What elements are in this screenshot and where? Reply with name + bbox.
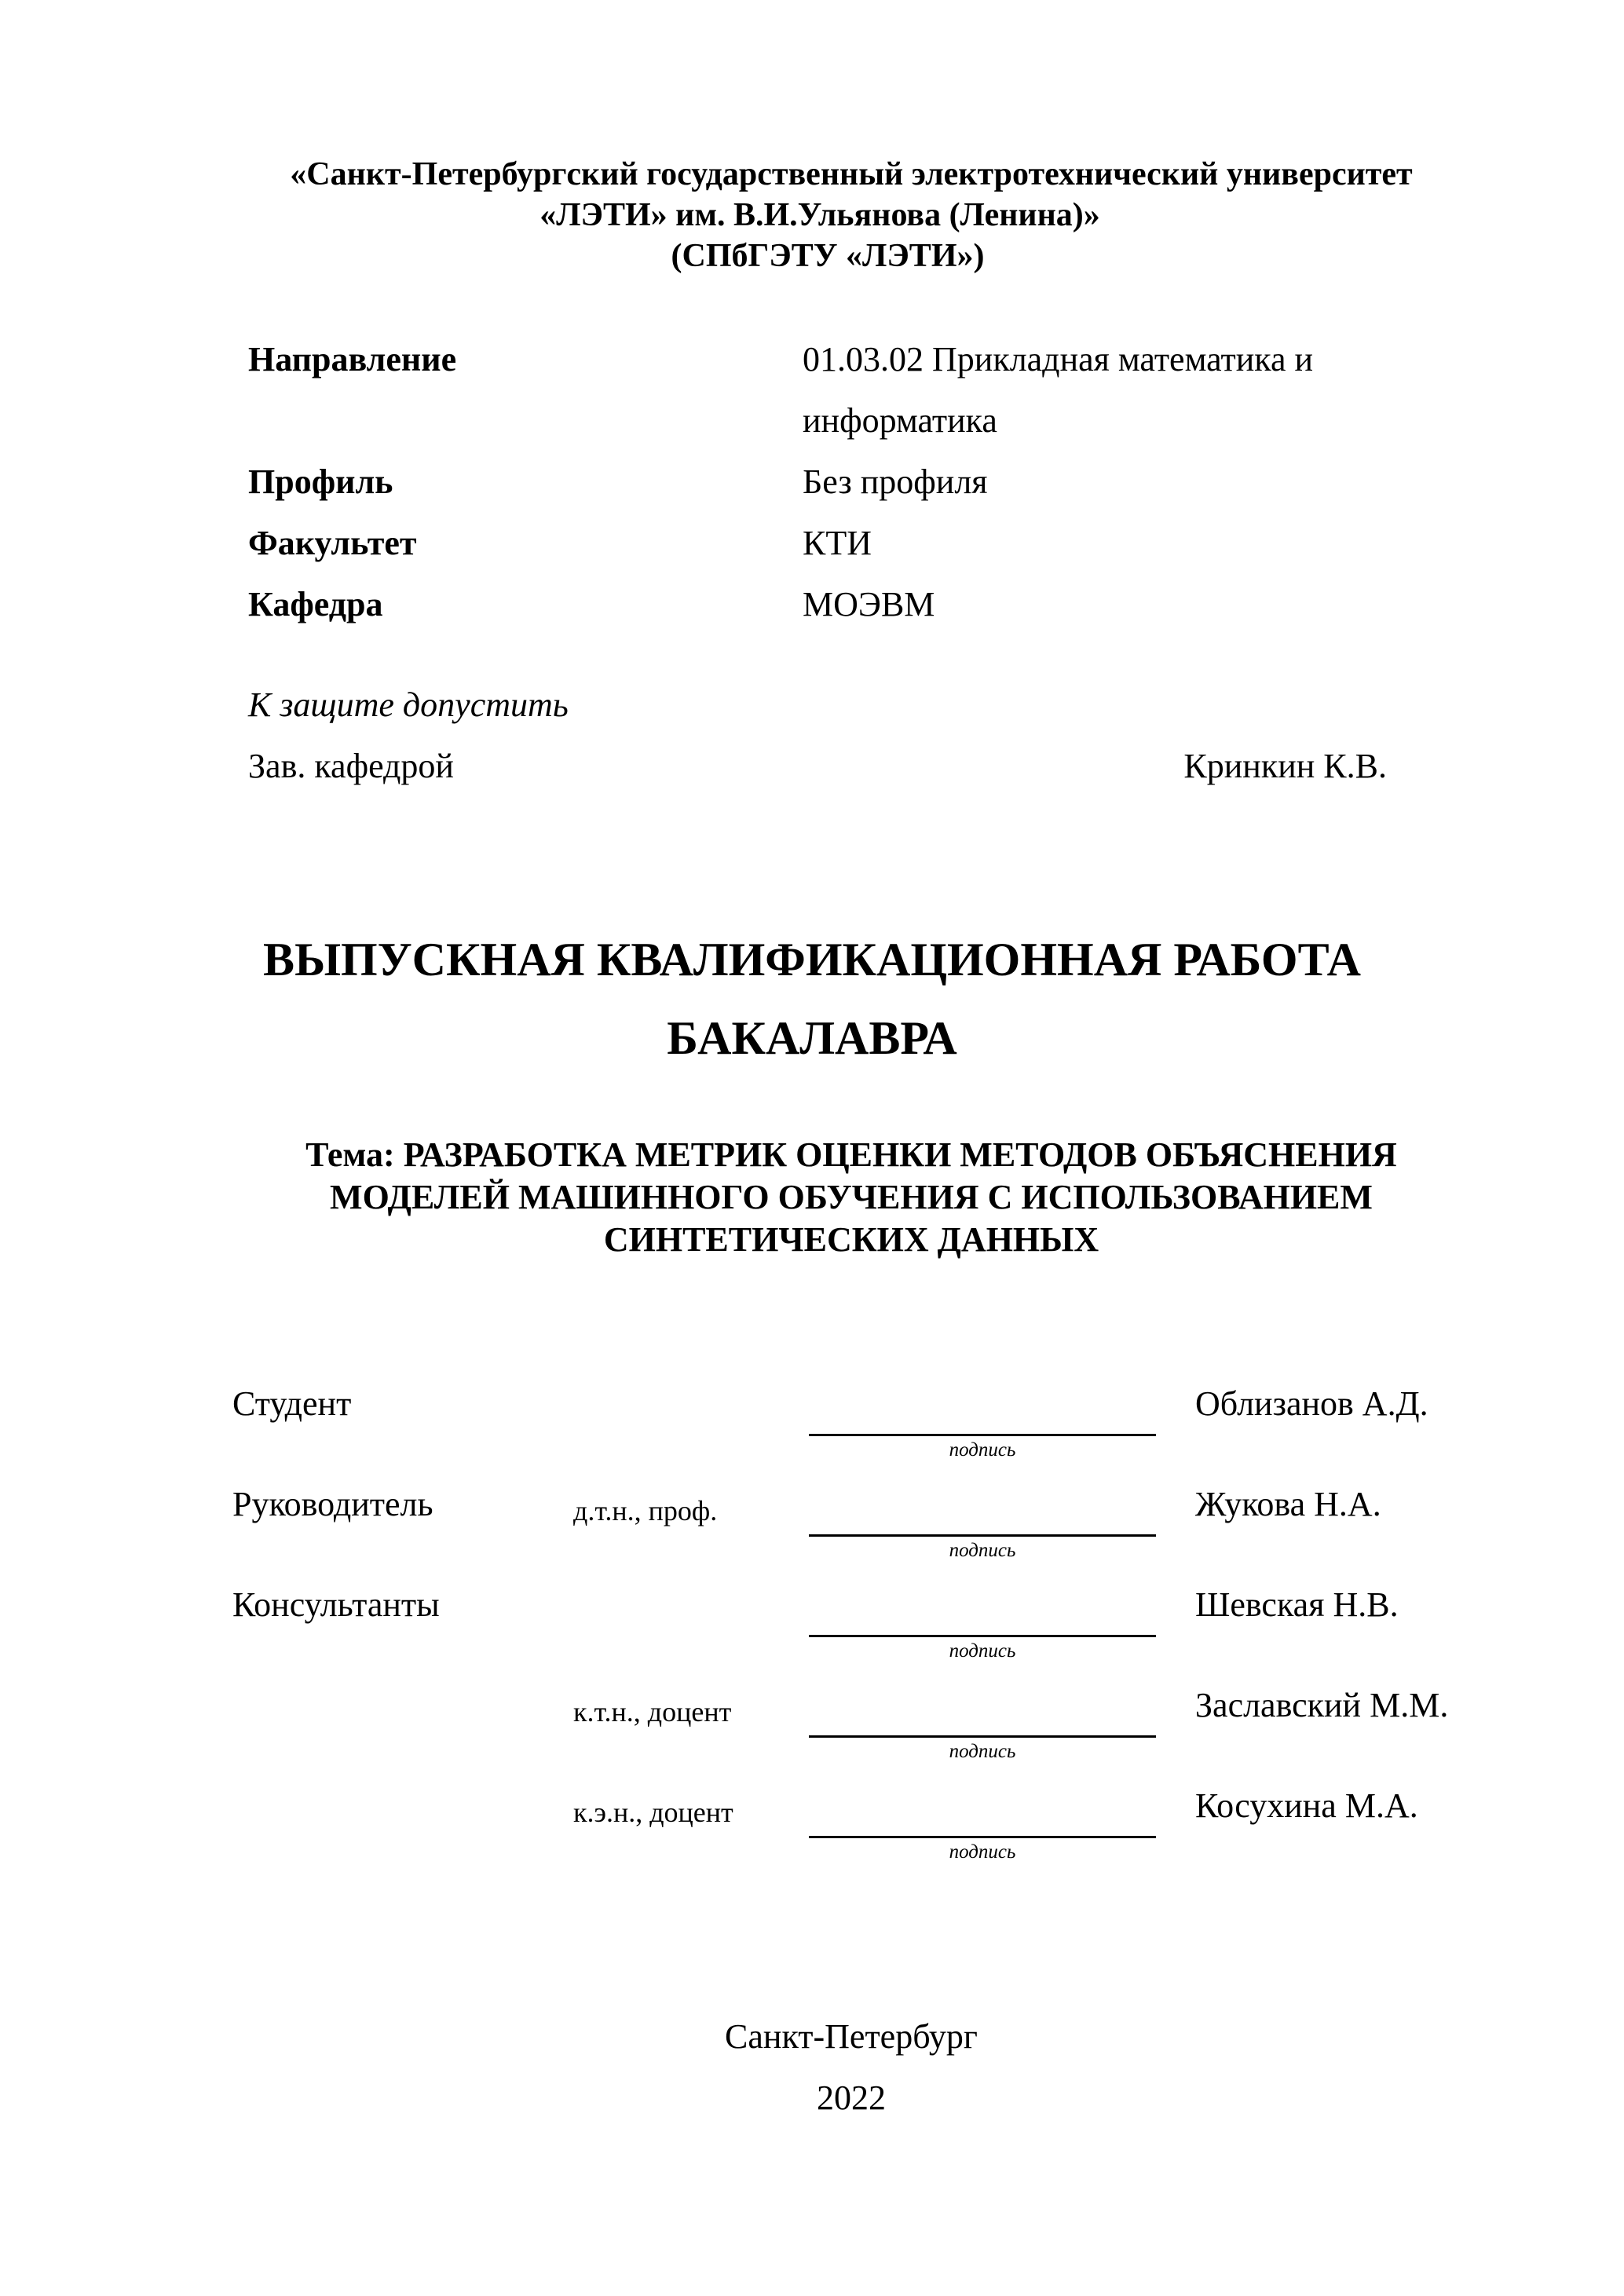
direction-value: [803, 329, 1313, 452]
faculty-value: КТИ: [803, 524, 872, 562]
signature-role-supervisor: Руководитель: [232, 1485, 433, 1523]
profile-label: Профиль: [248, 462, 393, 501]
signature-degree: к.т.н., доцент: [573, 1696, 732, 1727]
signature-line[interactable]: [809, 1635, 1156, 1637]
thesis-theme-line2: МОДЕЛЕЙ МАШИННОГО ОБУЧЕНИЯ С ИСПОЛЬЗОВАНИЕМ: [330, 1178, 1373, 1216]
profile-value: Без профиля: [803, 462, 988, 501]
signature-degree: д.т.н., проф.: [573, 1495, 718, 1526]
signature-name-consultant-1: Шевская Н.В.: [1195, 1585, 1399, 1624]
signature-name-student: Облизанов А.Д.: [1195, 1384, 1428, 1423]
university-header: [0, 154, 1624, 276]
signature-line[interactable]: [809, 1534, 1156, 1537]
university-abbreviation: (СПбГЭТУ «ЛЭТИ»): [671, 238, 985, 274]
signature-name-supervisor: Жукова Н.А.: [1195, 1485, 1381, 1523]
signature-name-consultant-2: Заславский М.М.: [1195, 1686, 1449, 1724]
signature-line[interactable]: [809, 1836, 1156, 1838]
thesis-theme-line3: СИНТЕТИЧЕСКИХ ДАННЫХ: [603, 1220, 1099, 1259]
signature-role-consultants: Консультанты: [232, 1585, 440, 1624]
direction-label: Направление: [248, 340, 457, 378]
faculty-label: Факультет: [248, 524, 417, 562]
footer-year: 2022: [817, 2078, 886, 2117]
signature-line[interactable]: [809, 1735, 1156, 1738]
signature-role-student: Студент: [232, 1384, 352, 1423]
approval-text: К защите допустить: [248, 686, 569, 724]
signature-degree: к.э.н., доцент: [573, 1797, 733, 1828]
thesis-theme-line1: Тема: РАЗРАБОТКА МЕТРИК ОЦЕНКИ МЕТОДОВ ОБЪЯСНЕНИЯ: [305, 1135, 1397, 1174]
signature-caption: подпись: [949, 1540, 1016, 1561]
thesis-title-line2: БАКАЛАВРА: [667, 1012, 957, 1064]
signature-caption: подпись: [949, 1640, 1016, 1662]
signature-caption: подпись: [949, 1439, 1016, 1461]
department-label: Кафедра: [248, 585, 383, 623]
university-name-line1: «Санкт-Петербургский государственный электротехнический университет: [290, 156, 1413, 192]
signature-caption: подпись: [949, 1741, 1016, 1762]
signature-line[interactable]: [809, 1434, 1156, 1436]
head-of-department-name: Кринкин К.В.: [1183, 747, 1387, 785]
signature-caption: подпись: [949, 1841, 1016, 1863]
university-name-line2: «ЛЭТИ» им. В.И.Ульянова (Ленина)»: [540, 197, 1100, 233]
head-of-department-role: Зав. кафедрой: [248, 747, 454, 785]
thesis-theme: [0, 1134, 1624, 1261]
signature-name-consultant-3: Косухина М.А.: [1195, 1786, 1418, 1825]
direction-value-line1: 01.03.02 Прикладная математика и: [803, 340, 1314, 378]
footer-city: Санкт-Петербург: [725, 2017, 978, 2056]
department-value: МОЭВМ: [803, 585, 935, 623]
direction-value-line2: информатика: [803, 401, 997, 440]
thesis-title-line1: ВЫПУСКНАЯ КВАЛИФИКАЦИОННАЯ РАБОТА: [263, 934, 1361, 985]
